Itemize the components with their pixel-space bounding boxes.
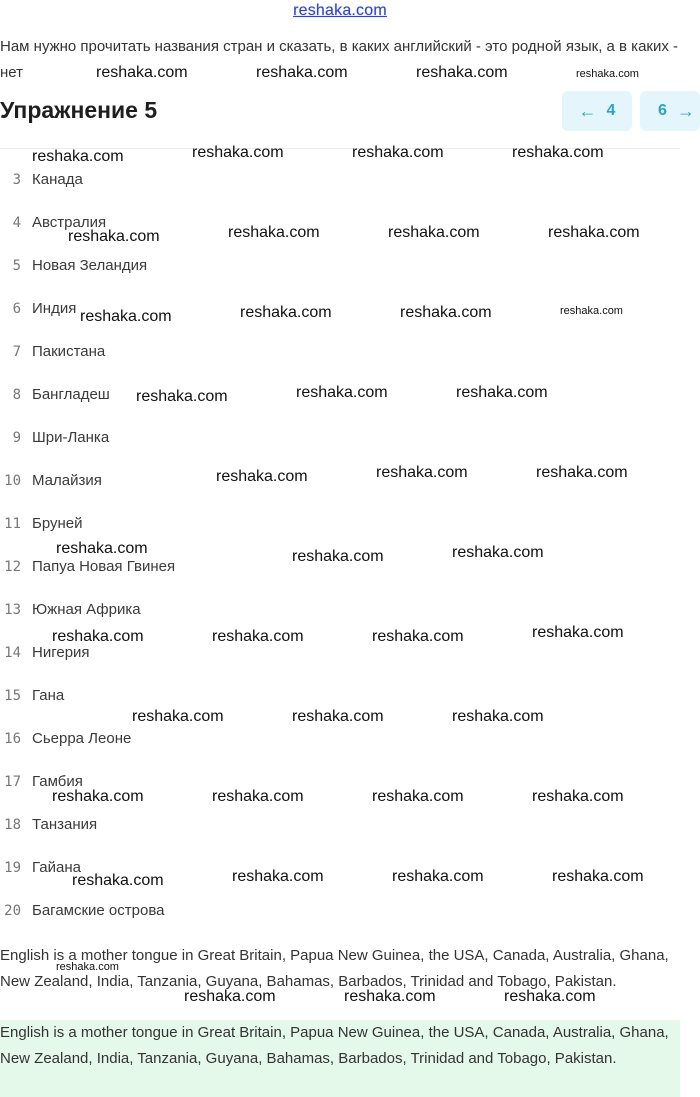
watermark: reshaka.com xyxy=(212,788,304,805)
list-item xyxy=(0,213,680,237)
list-item xyxy=(0,600,680,624)
country-name: Бангладеш xyxy=(32,386,110,403)
watermark: reshaka.com xyxy=(232,868,324,885)
country-name: Багамские острова xyxy=(32,902,165,919)
list-item xyxy=(0,686,680,710)
watermark: reshaka.com xyxy=(576,68,639,80)
watermark: reshaka.com xyxy=(352,144,444,161)
watermark: reshaka.com xyxy=(456,384,548,401)
country-name: Австралия xyxy=(32,214,107,231)
list-item xyxy=(0,256,680,280)
item-number: 10 xyxy=(4,473,21,489)
watermark: reshaka.com xyxy=(56,540,148,557)
watermark: reshaka.com xyxy=(400,304,492,321)
list-item xyxy=(0,858,680,882)
country-name: Папуа Новая Гвинея xyxy=(32,558,176,575)
list-item xyxy=(0,514,680,538)
country-name: Гана xyxy=(32,687,65,704)
watermark: reshaka.com xyxy=(240,304,332,321)
list-item xyxy=(0,815,680,839)
list-item xyxy=(0,385,680,409)
watermark: reshaka.com xyxy=(228,224,320,241)
watermark: reshaka.com xyxy=(376,464,468,481)
watermark: reshaka.com xyxy=(52,788,144,805)
watermark: reshaka.com xyxy=(388,224,480,241)
watermark: reshaka.com xyxy=(372,788,464,805)
watermark: reshaka.com xyxy=(532,624,624,641)
item-number: 13 xyxy=(4,602,21,618)
watermark: reshaka.com xyxy=(216,468,308,485)
watermark: reshaka.com xyxy=(452,544,544,561)
answer-text: English is a mother tongue in Great Britain, Papua New Guinea, the USA, Canada, Australia, Ghana, New Zealand, India, Tanzania, Guyana, Bahamas, Barbados, Trinidad and Tobago, Pakistan. xyxy=(0,947,669,990)
country-name: Сьерра Леоне xyxy=(32,730,132,747)
list-item xyxy=(0,170,680,194)
watermark: reshaka.com xyxy=(184,988,276,1005)
arrow-right-icon: → xyxy=(676,100,695,121)
item-number: 6 xyxy=(12,301,21,317)
country-name: Канада xyxy=(32,171,83,188)
exercise-header xyxy=(0,84,695,149)
watermark: reshaka.com xyxy=(552,868,644,885)
watermark: reshaka.com xyxy=(68,228,160,245)
country-name: Новая Зеландия xyxy=(32,257,148,274)
watermark: reshaka.com xyxy=(504,988,596,1005)
watermark: reshaka.com xyxy=(292,708,384,725)
prev-exercise-number: 4 xyxy=(606,102,616,119)
country-name: Бруней xyxy=(32,515,83,532)
watermark: reshaka.com xyxy=(256,64,348,81)
next-exercise-button[interactable] xyxy=(640,91,700,131)
watermark: reshaka.com xyxy=(416,64,508,81)
watermark: reshaka.com xyxy=(548,224,640,241)
item-number: 20 xyxy=(4,903,21,919)
item-number: 7 xyxy=(12,344,21,360)
watermark: reshaka.com xyxy=(296,384,388,401)
country-name: Шри-Ланка xyxy=(32,429,110,446)
answer-highlighted: English is a mother tongue in Great Britain, Papua New Guinea, the USA, Canada, Australia, Ghana, New Zealand, India, Tanzania, Guyana, Bahamas, Barbados, Trinidad and Tobago, Pakistan. xyxy=(0,1020,680,1097)
watermark: reshaka.com xyxy=(452,708,544,725)
watermark: reshaka.com xyxy=(136,388,228,405)
item-number: 18 xyxy=(4,817,21,833)
watermark: reshaka.com xyxy=(212,628,304,645)
item-number: 12 xyxy=(4,559,21,575)
exercise-intro: Нам нужно прочитать названия стран и сказать, в каких английский - это родной язык, а в каких - нет xyxy=(0,38,679,81)
watermark: reshaka.com xyxy=(72,872,164,889)
list-item xyxy=(0,901,680,925)
watermark: reshaka.com xyxy=(52,628,144,645)
site-logo-link[interactable]: reshaka.com xyxy=(293,2,387,19)
country-name: Индия xyxy=(32,300,77,317)
item-number: 8 xyxy=(12,387,21,403)
list-item xyxy=(0,471,680,495)
country-name: Пакистана xyxy=(32,343,106,360)
next-exercise-number: 6 xyxy=(658,102,667,119)
watermark: reshaka.com xyxy=(372,628,464,645)
item-number: 17 xyxy=(4,774,21,790)
item-number: 3 xyxy=(12,172,21,188)
item-number: 5 xyxy=(12,258,21,274)
exercise-title: Упражнение 5 xyxy=(0,97,158,123)
country-name: Малайзия xyxy=(32,472,102,489)
item-number: 4 xyxy=(12,215,21,231)
list-item xyxy=(0,557,680,581)
country-name: Гайана xyxy=(32,859,81,876)
watermark: reshaka.com xyxy=(132,708,224,725)
item-number: 16 xyxy=(4,731,21,747)
item-number: 9 xyxy=(12,430,21,446)
watermark: reshaka.com xyxy=(560,305,623,317)
watermark: reshaka.com xyxy=(292,548,384,565)
arrow-left-icon: ← xyxy=(578,100,597,121)
watermark: reshaka.com xyxy=(512,144,604,161)
country-name: Нигерия xyxy=(32,644,90,661)
watermark: reshaka.com xyxy=(344,988,436,1005)
list-item xyxy=(0,772,680,796)
watermark: reshaka.com xyxy=(32,148,124,165)
prev-exercise-button[interactable] xyxy=(562,91,632,131)
item-number: 14 xyxy=(4,645,21,661)
list-item xyxy=(0,643,680,667)
watermark: reshaka.com xyxy=(392,868,484,885)
country-name: Танзания xyxy=(32,816,98,833)
list-item xyxy=(0,729,680,753)
watermark: reshaka.com xyxy=(96,64,188,81)
country-name: Южная Африка xyxy=(32,601,141,618)
list-item xyxy=(0,428,680,452)
watermark: reshaka.com xyxy=(532,788,624,805)
item-number: 11 xyxy=(4,516,21,532)
watermark: reshaka.com xyxy=(192,144,284,161)
list-item xyxy=(0,299,680,323)
watermark: reshaka.com xyxy=(80,308,172,325)
list-item xyxy=(0,342,680,366)
country-name: Гамбия xyxy=(32,773,83,790)
item-number: 15 xyxy=(4,688,21,704)
watermark: reshaka.com xyxy=(56,961,119,973)
item-number: 19 xyxy=(4,860,21,876)
watermark: reshaka.com xyxy=(536,464,628,481)
